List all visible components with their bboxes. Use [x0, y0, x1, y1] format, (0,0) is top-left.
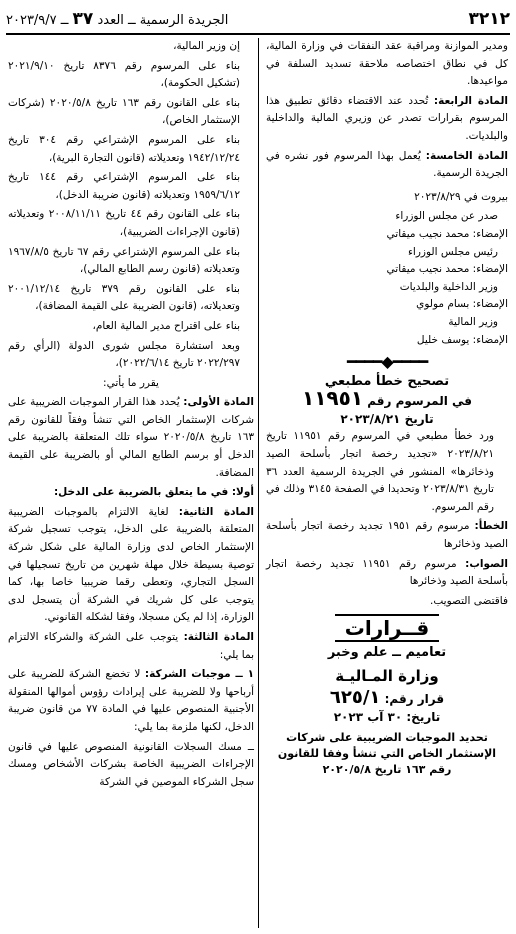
decision-number — [266, 689, 508, 709]
decree-continuation: ومدير الموازنة ومراقبة عقد النفقات في وزارة المالية، كل في نطاق اختصاصه ملاحقة تسديد السلفة في مواعيدها. — [266, 40, 508, 88]
preamble-line: بناء على المرسوم الإشتراعي رقم ٣٠٤ تاريخ ١٩٤٢/١٢/٢٤ وتعديلاته (قانون التجارة البرية)، — [8, 133, 240, 164]
item-1a: ــ مسك السجلات القانونية المنصوص عليها في قانون الإجراءات الضريبية الخاصة بشركات الأشخاص ومسك سجل الشركاء الموصين في الشركة — [8, 740, 254, 788]
decisions-heading — [266, 616, 508, 641]
article-3 — [8, 629, 254, 664]
preamble-line: بناء على المرسوم رقم ٨٣٧٦ تاريخ ٢٠٢١/٩/١٠ (تشكيل الحكومة)، — [8, 59, 240, 90]
article-4-label: المادة الرابعة: — [433, 94, 508, 107]
correction-error — [266, 518, 508, 553]
signature-name: الإمضاء: محمد نجيب ميقاتي — [386, 263, 508, 276]
signature-role: صدر عن مجلس الوزراء — [395, 210, 498, 223]
article-2-label: المادة الثانية: — [178, 505, 254, 518]
preamble-line: بناء على القانون رقم ٤٤ تاريخ ٢٠٠٨/١١/١١ وتعديلاته (قانون الإجراءات الضريبية)، — [8, 208, 240, 238]
correct-text: مرسوم رقم ١١٩٥١ تجديد رخصة اتجار بأسلحة الصيد وذخائرها — [266, 557, 508, 588]
article-1-text: يُحدد هذا القرار الموجبات الضريبية على شركات الإستثمار الخاص التي تنشأ وفقاً للقانون رقم ١٦٣ تاريخ ٢٠٢٠/٥/٨ سواء تلك المتعلقة بالضريبة على الدخل أو برسم الطابع المالي أو بالضريبة على القيمة المضافة. — [8, 396, 254, 479]
preamble-line: بناء على المرسوم الإشتراعي رقم ٦٧ تاريخ ١٩٦٧/٨/٥ وتعديلاته (قانون رسم الطابع المالي)، — [8, 245, 240, 276]
correction-title: تصحيح خطأ مطبعي — [324, 373, 450, 389]
header-rule — [6, 33, 510, 35]
page-header — [6, 6, 510, 32]
ministry-heading: وزارة المـاليـة — [335, 666, 439, 685]
correction-date: تاريخ ٢٠٢٣/٨/٢١ — [340, 411, 434, 426]
error-text: مرسوم رقم ١٩٥١ تجديد رخصة اتجار بأسلحة الصيد وذخائرها — [266, 520, 508, 551]
article-3-label: المادة الثالثة: — [183, 631, 254, 643]
correction-body: ورد خطأ مطبعي في المرسوم رقم ١١٩٥١ تاريخ ٢٠٢٣/٨/٢١ «تجديد رخصة اتجار بأسلحة الصيد وذخائرها» المنشور في الجريدة الرسمية العدد ٣٦ تاريخ ٢٠٢٣/٨/٣١ وتحديدا في الصفحة ٣١٤٥ وذلك في رقم المرسوم. — [266, 430, 495, 513]
article-5-label: المادة الخامسة: — [425, 149, 508, 162]
correction-closing: فاقتضى التصويب. — [430, 594, 508, 607]
signature-role: رئيس مجلس الوزراء — [407, 245, 498, 258]
decision-date: تاريخ: ٣٠ آب ٢٠٢٣ — [333, 709, 441, 724]
error-label: الخطأ: — [474, 520, 508, 533]
article-1-label: المادة الأولى: — [183, 396, 254, 409]
correction-decree — [266, 386, 508, 411]
correction-number: ١١٩٥١ — [301, 386, 364, 411]
decision-number-label: قرار رقم: — [384, 692, 445, 707]
preamble-line: إن وزير المالية، — [173, 40, 240, 52]
gazette-name: الجريدة الرسمية ــ العدد — [97, 13, 229, 28]
decisions-heading-text: قــرارات — [335, 614, 440, 642]
article-1 — [8, 394, 254, 482]
decision-title: تحديد الموجبات الضريبية على شركات الإستثمار الخاص التي تنشأ وفقا للقانون رقم ١٦٣ تاريخ ٢٠٢٠/٥/٨ — [277, 731, 497, 777]
item-1-label: ١ ــ موجبات الشركة: — [144, 668, 254, 681]
article-5 — [266, 148, 508, 183]
article-4 — [266, 93, 508, 146]
signature-name: الإمضاء: يوسف خليل — [416, 333, 508, 346]
preamble-line: بناء على القانون رقم ٣٧٩ تاريخ ٢٠٠١/١٢/١٤ وتعديلاته، (قانون الضريبة على القيمة المضافة)، — [8, 282, 240, 313]
preamble-line: بناء على القانون رقم ١٦٣ تاريخ ٢٠٢٠/٥/٨ (شركات الإستثمار الخاص)، — [8, 96, 241, 127]
signature-name: الإمضاء: بسام مولوي — [416, 298, 508, 311]
preamble-line: وبعد استشارة مجلس شورى الدولة (الرأي رقم ٢٠٢٢/٢٩٧ تاريخ ٢٠٢٢/٦/١٤)، — [8, 339, 240, 370]
preamble-line: بناء على اقتراح مدير المالية العام، — [92, 319, 240, 332]
preamble-line: بناء على المرسوم الإشتراعي رقم ١٤٤ تاريخ ١٩٥٩/٦/١٢ وتعديلاته (قانون ضريبة الدخل)، — [8, 171, 240, 201]
article-2 — [8, 504, 254, 627]
issue-date: ــ ٢٠٢٣/٩/٧ — [6, 13, 69, 28]
decree-date: بيروت في ٢٠٢٣/٨/٢٩ — [414, 190, 508, 203]
section-income-tax: أولا: في ما يتعلق بالضريبة على الدخل: — [53, 486, 254, 499]
article-3-text: يتوجب على الشركة والشركاء الالتزام بما يلي: — [8, 631, 254, 661]
section-subheading: تعاميم ــ علم وخبر — [327, 645, 447, 660]
correction-in: في المرسوم رقم — [367, 394, 472, 409]
left-column — [8, 38, 254, 930]
signature-role: وزير الداخلية والبلديات — [399, 280, 498, 293]
article-4-text: تُحدد عند الاقتضاء دقائق تطبيق هذا المرسوم بقرارات تصدر عن وزيري المالية والداخلية والبلديات. — [266, 94, 508, 142]
correct-label: الصواب: — [465, 557, 508, 570]
article-2-text: لغاية الالتزام بالموجبات الضريبية المتعلقة بالضريبة على الدخل، يتوجب تسجيل شركة الإستثمار الخاص لدى وزارة المالية على شكل شركة توصية بسيطة خلال مهلة شهرين من تاريخ تسجيلها في السجل التجاري، وتعطى رقما ضريبيا خاصا بها، كما يتوجب على كل شريك في الشركة أن يتسجل لدى الوزارة، إذا لم يكن مسجلا، وفقا لشكله القانوني. — [8, 505, 254, 624]
signature-name: الإمضاء: محمد نجيب ميقاتي — [386, 227, 508, 240]
issue-number: ٣٧ — [72, 9, 94, 29]
page-number: ٣٢١٢ — [468, 9, 510, 29]
correction-correct — [266, 556, 508, 591]
item-1-text: لا تخضع الشركة للضريبة على أرباحها ولا للضريبة على إيرادات رؤوس أموالها المنقولة الأجنبية المنصوص عليها في المادة ٧٧ من قانون ضريبة الدخل، لكنها ملزمة بما يلي: — [8, 668, 254, 733]
decides-line: يقرر ما يأتي: — [103, 376, 159, 389]
section-ornament: ━━━━◆━━━━ — [346, 352, 428, 372]
decision-number-value: ٦٢٥/١ — [329, 687, 381, 709]
column-divider — [258, 38, 259, 928]
article-5-text: يُعمل بهذا المرسوم فور نشره في الجريدة الرسمية. — [266, 149, 508, 180]
right-column — [266, 38, 508, 930]
gazette-title — [6, 9, 228, 29]
item-1 — [8, 666, 254, 736]
signature-role: وزير المالية — [448, 315, 498, 328]
